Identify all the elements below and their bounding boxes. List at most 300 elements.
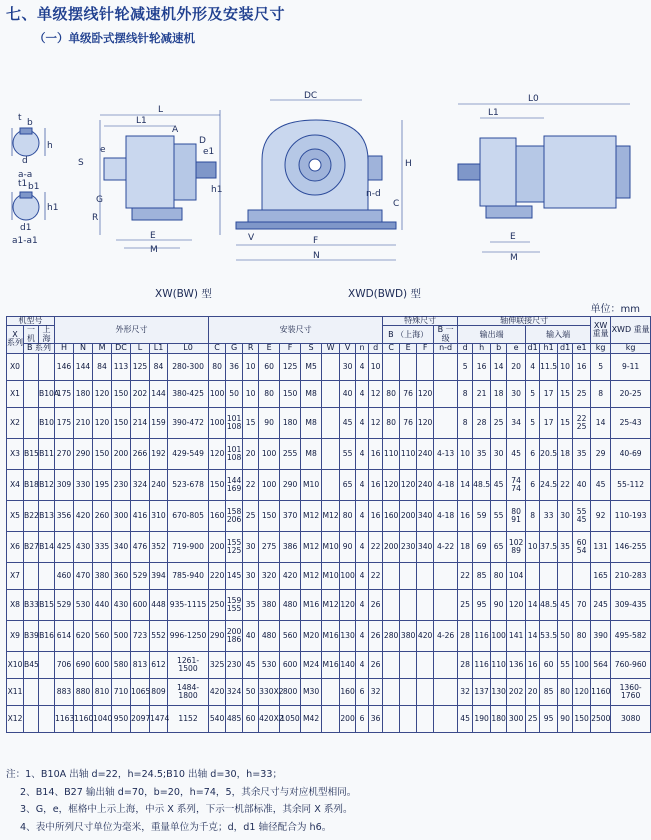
section-label-a1a1: a1-a1 [12, 236, 38, 246]
table-cell: 250 [209, 589, 226, 620]
table-cell: 30 [340, 353, 356, 380]
table-cell: 12 [369, 380, 383, 407]
table-cell: 120 [573, 678, 591, 705]
table-cell: 32 [458, 678, 473, 705]
table-cell: 16 [369, 500, 383, 531]
table-cell: 25 [243, 500, 259, 531]
col-header: L1 [150, 344, 168, 353]
table-cell: 310 [150, 500, 168, 531]
table-cell [24, 380, 39, 407]
table-cell: 6 [356, 705, 369, 732]
table-cell: 706 [55, 651, 74, 678]
table-cell: 200 [383, 531, 400, 562]
table-cell [417, 678, 434, 705]
table-cell: 200 [112, 438, 131, 469]
table-cell: 180 [74, 380, 93, 407]
table-cell: 55 [340, 438, 356, 469]
table-cell: 280 [383, 620, 400, 651]
table-cell: 40 [243, 620, 259, 651]
table-cell: X7 [7, 562, 24, 589]
table-cell: 100 [491, 620, 507, 651]
table-cell: 28 [458, 651, 473, 678]
label-C: C [393, 199, 400, 209]
table-cell: 220 [209, 562, 226, 589]
col-header: n [356, 344, 369, 353]
label-L1: L1 [136, 116, 147, 126]
table-cell: 22 25 [573, 407, 591, 438]
table-cell: M30 [301, 678, 322, 705]
th-model: 机型号 [7, 317, 55, 326]
table-cell: 202 [507, 678, 526, 705]
table-cell: X3 [7, 438, 24, 469]
col-header: n-d [434, 344, 458, 353]
note-3: 3、G，e，框格中上示上海，中示 X 系列，下示一机部标准，其余同 X 系列。 [20, 804, 353, 815]
table-cell: B33 [24, 589, 39, 620]
table-cell: 523-678 [168, 469, 209, 500]
table-row [7, 407, 651, 438]
table-cell: 460 [55, 562, 74, 589]
caption-xwd: XWD(BWD) 型 [348, 288, 421, 300]
table-cell: 136 [507, 651, 526, 678]
table-cell: X11 [7, 678, 24, 705]
table-cell: 145 [226, 562, 243, 589]
table-cell [434, 380, 458, 407]
label-h1: h1 [211, 185, 223, 195]
table-cell: M42 [301, 705, 322, 732]
table-cell: 813 [131, 651, 150, 678]
table-cell: 760-960 [611, 651, 651, 678]
table-cell: 4 [356, 531, 369, 562]
table-cell: 18 [491, 380, 507, 407]
table-cell: 10 [558, 353, 573, 380]
table-cell: 25-43 [611, 407, 651, 438]
table-cell: 500 [112, 620, 131, 651]
table-cell: 416 [131, 500, 150, 531]
table-row [7, 353, 651, 380]
table-cell: 200 [209, 531, 226, 562]
table-cell: 100 [209, 380, 226, 407]
table-cell: 476 [131, 531, 150, 562]
table-row [7, 469, 651, 500]
table-cell: X8 [7, 589, 24, 620]
table-cell [322, 353, 340, 380]
table-cell: 710 [112, 678, 131, 705]
table-cell: 15 [558, 380, 573, 407]
table-row [7, 651, 651, 678]
col-header: d1 [527, 343, 538, 353]
table-cell: 723 [131, 620, 150, 651]
section-label-aa: a-a [18, 170, 33, 180]
col-header: h [473, 344, 491, 353]
label-M: M [150, 245, 158, 255]
table-cell: 159 155 [226, 589, 243, 620]
table-cell: 280-300 [168, 353, 209, 380]
table-cell [322, 380, 340, 407]
table-cell: 125 [131, 353, 150, 380]
table-cell: 25 [458, 589, 473, 620]
table-cell: M10 [301, 469, 322, 500]
table-cell: 50 [243, 678, 259, 705]
table-cell: 110 [491, 651, 507, 678]
table-cell: 150 [93, 438, 112, 469]
table-cell: 10 [369, 353, 383, 380]
table-cell: 4 [356, 589, 369, 620]
table-cell: 430 [74, 531, 93, 562]
table-cell: 26 [369, 589, 383, 620]
note-4: 4、表中所列尺寸单位为毫米，重量单位为千克；d，d1 轴径配合为 h6。 [20, 821, 332, 833]
table-cell: 28 [458, 620, 473, 651]
th-b-series: B 系列 [24, 344, 55, 353]
table-cell: 4 [356, 407, 369, 438]
table-cell: 564 [591, 651, 611, 678]
table-cell: 113 [112, 353, 131, 380]
table-cell: 90 [491, 589, 507, 620]
table-cell [383, 651, 400, 678]
note-2: 2、B14、B27 输出轴 d=70，b=20，h=74，5，其余尺寸与对应机型相同。 [20, 786, 357, 798]
table-cell: 394 [150, 562, 168, 589]
table-cell: 45 [491, 469, 507, 500]
col-header: F [417, 344, 434, 353]
label-M-xwd: M [510, 253, 518, 263]
table-cell: 131 [591, 531, 611, 562]
table-cell: 120 [417, 407, 434, 438]
table-cell: 90 [259, 407, 280, 438]
label-S: S [78, 158, 84, 168]
table-cell: 80 91 [507, 500, 526, 531]
table-cell: 20 [526, 678, 540, 705]
table-cell [400, 651, 417, 678]
table-cell: 260 [93, 500, 112, 531]
col-header: DC [112, 344, 131, 353]
table-cell: 690 [74, 651, 93, 678]
col-header: G [226, 344, 243, 353]
table-cell: B18 [24, 469, 39, 500]
table-cell: 11.5 [540, 353, 558, 380]
table-cell: 580 [112, 651, 131, 678]
table-cell: 144 169 [226, 469, 243, 500]
table-cell: 160 [340, 678, 356, 705]
table-cell: 320 [259, 562, 280, 589]
table-cell: 17 [540, 407, 558, 438]
table-cell: 80 [209, 353, 226, 380]
table-cell [417, 651, 434, 678]
label-d: d [22, 156, 28, 166]
table-cell: 330 [74, 469, 93, 500]
table-cell: 100 [209, 407, 226, 438]
table-cell: 84 [93, 353, 112, 380]
table-cell: 335 [93, 531, 112, 562]
label-h: h [47, 141, 53, 151]
table-cell: 485 [226, 705, 243, 732]
table-cell: 600 [93, 651, 112, 678]
table-cell: 356 [55, 500, 74, 531]
table-cell: B11 [39, 438, 55, 469]
table-cell: 50 [558, 620, 573, 651]
table-cell: B10A [39, 380, 55, 407]
label-DC: DC [304, 91, 318, 101]
table-cell: 35 [243, 589, 259, 620]
shaft-key-section-a1 [13, 192, 39, 220]
unit-label: 单位：mm [590, 304, 640, 315]
table-cell: 8 [526, 500, 540, 531]
table-cell: 110 [383, 438, 400, 469]
table-cell: 880 [74, 678, 93, 705]
table-cell: 386 [280, 531, 301, 562]
table-cell: 110-193 [611, 500, 651, 531]
table-cell: 10 [458, 438, 473, 469]
table-cell: 420 [209, 678, 226, 705]
table-cell: 380 [93, 562, 112, 589]
shaft-key-section-a [13, 128, 39, 156]
section-subtitle: （一）单级卧式摆线针轮减速机 [34, 31, 195, 45]
table-row [7, 500, 651, 531]
table-cell: 240 [150, 469, 168, 500]
table-cell: 883 [55, 678, 74, 705]
table-cell [540, 562, 558, 589]
table-cell: 340 [417, 500, 434, 531]
table-cell: 935-1115 [168, 589, 209, 620]
table-cell: 20 [507, 353, 526, 380]
table-cell: 29 [591, 438, 611, 469]
table-body [7, 353, 651, 732]
table-cell: 16 [526, 651, 540, 678]
table-cell: 120 [417, 380, 434, 407]
table-cell [383, 589, 400, 620]
table-cell: 60 [259, 353, 280, 380]
label-V: V [248, 233, 255, 243]
table-cell: 1160 [74, 705, 93, 732]
table-cell: 70 [573, 589, 591, 620]
label-L0: L0 [528, 94, 539, 104]
table-cell: 40-69 [611, 438, 651, 469]
table-cell: 352 [150, 531, 168, 562]
table-cell: 230 [226, 651, 243, 678]
table-cell [434, 651, 458, 678]
table-cell: 95 [473, 589, 491, 620]
table-cell: 360 [112, 562, 131, 589]
label-nd: n-d [366, 189, 381, 199]
table-cell: 4-26 [434, 620, 458, 651]
table-cell: 4-18 [434, 469, 458, 500]
table-cell: 22 [369, 562, 383, 589]
table-cell: 150 [112, 407, 131, 438]
table-cell: 4 [526, 353, 540, 380]
table-cell: M16 [322, 651, 340, 678]
table-cell: 5 [591, 353, 611, 380]
table-cell [558, 562, 573, 589]
table-cell: 65 [340, 469, 356, 500]
table-cell: 30 [243, 531, 259, 562]
table-cell: M16 [301, 589, 322, 620]
table-cell: 45 [340, 407, 356, 438]
table-cell: 22 [458, 562, 473, 589]
table-cell: 80 [259, 380, 280, 407]
table-cell: X12 [7, 705, 24, 732]
table-cell: 5 [526, 380, 540, 407]
col-header: E [259, 344, 280, 353]
table-cell: 448 [150, 589, 168, 620]
table-cell: 150 [573, 705, 591, 732]
table-cell: 16 [369, 469, 383, 500]
table-cell [434, 407, 458, 438]
table-cell: 6 [526, 438, 540, 469]
table-cell: 60 [540, 651, 558, 678]
table-cell: 55 [558, 651, 573, 678]
table-cell: 2500 [591, 705, 611, 732]
table-row [7, 562, 651, 589]
table-cell: 810 [93, 678, 112, 705]
table-cell: 290 [280, 469, 301, 500]
table-cell: 120 [507, 589, 526, 620]
table-cell: 165 [591, 562, 611, 589]
table-cell: 16 [473, 353, 491, 380]
table-cell: 14 [591, 407, 611, 438]
table-cell [322, 469, 340, 500]
label-R: R [92, 213, 99, 223]
label-L: L [158, 105, 164, 115]
table-cell [434, 705, 458, 732]
table-cell: 22 [558, 469, 573, 500]
table-cell: 9-11 [611, 353, 651, 380]
table-cell: 120 [209, 438, 226, 469]
table-cell [39, 651, 55, 678]
table-cell: 6 [526, 469, 540, 500]
table-cell: 101 108 [226, 438, 243, 469]
table-cell [39, 705, 55, 732]
table-cell: 4 [356, 469, 369, 500]
table-cell: 420 [74, 500, 93, 531]
label-H: H [405, 159, 412, 169]
table-cell: 144 [150, 380, 168, 407]
table-cell: 309-435 [611, 589, 651, 620]
col-header: M [93, 344, 112, 353]
table-cell: 141 [507, 620, 526, 651]
table-cell: 430 [112, 589, 131, 620]
table-cell: M16 [322, 620, 340, 651]
th-install: 安装尺寸 [209, 317, 383, 344]
table-cell [434, 562, 458, 589]
table-cell: 245 [591, 589, 611, 620]
label-h1-left: h1 [47, 203, 59, 213]
table-row [7, 380, 651, 407]
table-cell: 140 [340, 651, 356, 678]
table-cell: 125 [280, 353, 301, 380]
table-cell: M12 [322, 589, 340, 620]
table-cell: 300 [112, 500, 131, 531]
xwd-side-view [458, 104, 630, 252]
table-cell: 530 [74, 589, 93, 620]
table-cell: 480 [259, 620, 280, 651]
table-cell: 1474 [150, 705, 168, 732]
table-cell: 190 [473, 705, 491, 732]
table-cell: 785-940 [168, 562, 209, 589]
label-A: A [172, 125, 179, 135]
table-cell: 4 [356, 500, 369, 531]
table-cell: 80 [383, 407, 400, 438]
table-cell: 137 [473, 678, 491, 705]
table-cell: X1 [7, 380, 24, 407]
table-cell: B10 [39, 407, 55, 438]
col-header: kg [591, 344, 611, 353]
col-header: kg [611, 344, 651, 353]
table-cell: 3080 [611, 705, 651, 732]
table-cell: B27 [24, 531, 39, 562]
table-cell: X9 [7, 620, 24, 651]
table-cell: B15 [39, 589, 55, 620]
table-cell: 25 [573, 380, 591, 407]
table-cell: 90 [340, 531, 356, 562]
table-cell: 130 [340, 620, 356, 651]
table-cell: 69 [473, 531, 491, 562]
col-header: V [340, 344, 356, 353]
table-cell: 324 [226, 678, 243, 705]
table-cell: 6 [356, 678, 369, 705]
table-cell: 55 [491, 500, 507, 531]
label-G: G [96, 195, 103, 205]
table-cell [573, 562, 591, 589]
table-cell: 17 [540, 380, 558, 407]
table-cell: 540 [209, 705, 226, 732]
notes [6, 766, 646, 836]
table-cell: X4 [7, 469, 24, 500]
table-cell: M8 [301, 438, 322, 469]
table-cell: 14 [491, 353, 507, 380]
table-cell: 53.5 [540, 620, 558, 651]
table-cell: 37.5 [540, 531, 558, 562]
col-header: N [74, 344, 93, 353]
table-cell: 5 [526, 407, 540, 438]
col-header: d [369, 344, 383, 353]
table-cell: 210-283 [611, 562, 651, 589]
col-header: C [383, 344, 400, 353]
table-cell: 290 [209, 620, 226, 651]
col-header: e1 [573, 344, 591, 353]
table-cell: 30 [558, 500, 573, 531]
table-cell: 74 74 [507, 469, 526, 500]
table-cell [417, 589, 434, 620]
table-cell: B22 [24, 500, 39, 531]
th-shanghai: 上海 [39, 326, 55, 344]
table-cell: B13 [39, 500, 55, 531]
table-cell: 32 [369, 678, 383, 705]
table-cell: 425 [55, 531, 74, 562]
table-cell: 529 [55, 589, 74, 620]
table-cell: 101 108 [226, 407, 243, 438]
table-cell: 116 [473, 651, 491, 678]
table-cell: 2097 [131, 705, 150, 732]
label-E: E [150, 231, 156, 241]
table-cell: 560 [280, 620, 301, 651]
table-cell: 8 [458, 407, 473, 438]
table-cell: 159 [150, 407, 168, 438]
th-one-machine: 一机 [24, 326, 39, 344]
table-cell: 15 [243, 407, 259, 438]
table-cell: 340 [417, 531, 434, 562]
col-header: b [491, 344, 507, 353]
table-cell: 155 125 [226, 531, 243, 562]
table-cell: 45 [558, 589, 573, 620]
table-cell: 180 [491, 705, 507, 732]
table-cell: 50 [226, 380, 243, 407]
table-cell: 104 [507, 562, 526, 589]
table-cell: 34 [507, 407, 526, 438]
table-cell: 809 [150, 678, 168, 705]
table-cell: 480 [280, 589, 301, 620]
table-cell: M24 [301, 651, 322, 678]
table-cell [24, 407, 39, 438]
page-title: 七、单级摆线针轮减速机外形及安装尺寸 [6, 5, 286, 23]
th-shaft: 轴伸联接尺寸 [458, 317, 591, 326]
